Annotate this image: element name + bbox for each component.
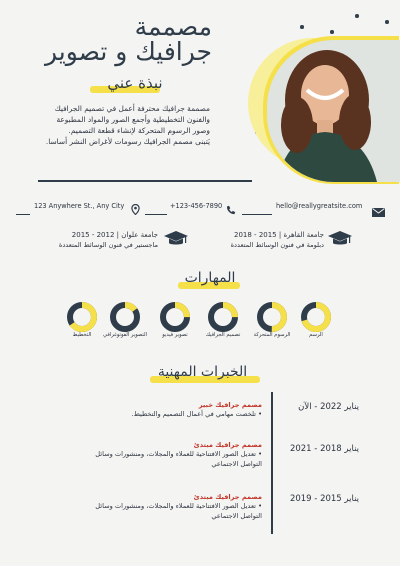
- skill-ring-1: [299, 300, 333, 334]
- experience-desc-1: • تلخصت مهامي في أعمال التصميم والتخطيط.: [92, 409, 262, 419]
- skill-label-4: تصوير فيديو: [162, 332, 188, 338]
- contact-divider-mid-right: [242, 214, 272, 215]
- experience-item-1: [92, 401, 262, 419]
- experience-role-2: مصمم جرافيك مبتدئ: [193, 441, 262, 449]
- education-detail-2: ماجستير في فنون الوسائط المتعددة: [58, 241, 158, 249]
- portrait-illustration: [267, 40, 400, 182]
- experience-title: الخبرات المهنية: [157, 364, 248, 380]
- experience-item-3: [92, 493, 262, 521]
- skill-label-1: الرسم: [309, 332, 323, 338]
- about-text: [40, 103, 210, 147]
- skill-label-6: التخطيط: [72, 332, 92, 338]
- graduation-cap-icon: [328, 230, 352, 252]
- phone-text: +123-456-7890: [170, 202, 223, 210]
- skill-ring-5: [108, 300, 142, 334]
- contact-divider-mid-left: [145, 214, 167, 215]
- skill-label-3: تصميم الجرافيك: [205, 332, 241, 338]
- mail-icon: [372, 202, 385, 221]
- email-text: hello@reallygreatsite.com: [276, 202, 363, 210]
- experience-date-3: يناير 2015 - 2019: [289, 494, 359, 504]
- skill-ring-2: [255, 300, 289, 334]
- education-heading-1: جامعة القاهرة | 2015 - 2018: [234, 231, 324, 239]
- experience-date-1: يناير 2022 - الآن: [298, 402, 359, 412]
- experience-desc-3: • تعديل الصور الافتتاحية للعملاء والمجلات، ومنشورات وسائل التواصل الاجتماعي: [92, 501, 262, 521]
- experience-role-3: مصمم جرافيك مبتدئ: [193, 493, 262, 501]
- skill-ring-3: [206, 300, 240, 334]
- address-text: 123 Anywhere St., Any City: [34, 202, 125, 210]
- skill-ring-4: [158, 300, 192, 334]
- contact-divider-left: [16, 214, 30, 215]
- education-item-2: [48, 230, 158, 250]
- experience-desc-2: • تعديل الصور الافتتاحية للعملاء والمجلات، ومنشورات وسائل التواصل الاجتماعي: [92, 449, 262, 469]
- page-title: [22, 14, 212, 64]
- timeline-line: [271, 392, 273, 534]
- education-heading-2: جامعة علوان | 2012 - 2015: [71, 231, 158, 239]
- skill-label-2: الرسوم المتحركة: [253, 332, 291, 338]
- about-paragraph-2: يَتبنى مصمم الجرافيك رسومات لأغراض النشر أساسا.: [45, 137, 210, 146]
- about-divider: [38, 180, 252, 182]
- education-item-1: [214, 230, 324, 250]
- experience-role-1: مصمم جرافيك خبير: [198, 401, 262, 409]
- experience-date-2: يناير 2018 - 2021: [289, 444, 359, 454]
- skill-ring-6: [65, 300, 99, 334]
- about-title: نبذة عني: [107, 74, 163, 92]
- phone-icon: [226, 200, 236, 219]
- experience-item-2: [92, 441, 262, 469]
- about-paragraph-1: مصممة جرافيك محترفة أعمل في تصميم الجرافيك والفنون التخطيطية وأجمع الصور والمواد المطبوعة وصور الرسوم المتحركة لإنشاء قطعة التصميم.: [54, 104, 210, 135]
- graduation-cap-icon-2: [164, 230, 188, 252]
- skill-label-5: التصوير الفوتوغرافي: [103, 332, 147, 338]
- education-detail-1: دبلومة في فنون الوسائط المتعددة: [230, 241, 324, 249]
- location-pin-icon: [131, 200, 140, 219]
- skills-title: المهارات: [184, 270, 236, 286]
- profile-photo-image: [267, 40, 400, 182]
- title-line-1: مصممة: [134, 12, 212, 41]
- title-line-2: جرافيك و تصوير: [44, 37, 212, 66]
